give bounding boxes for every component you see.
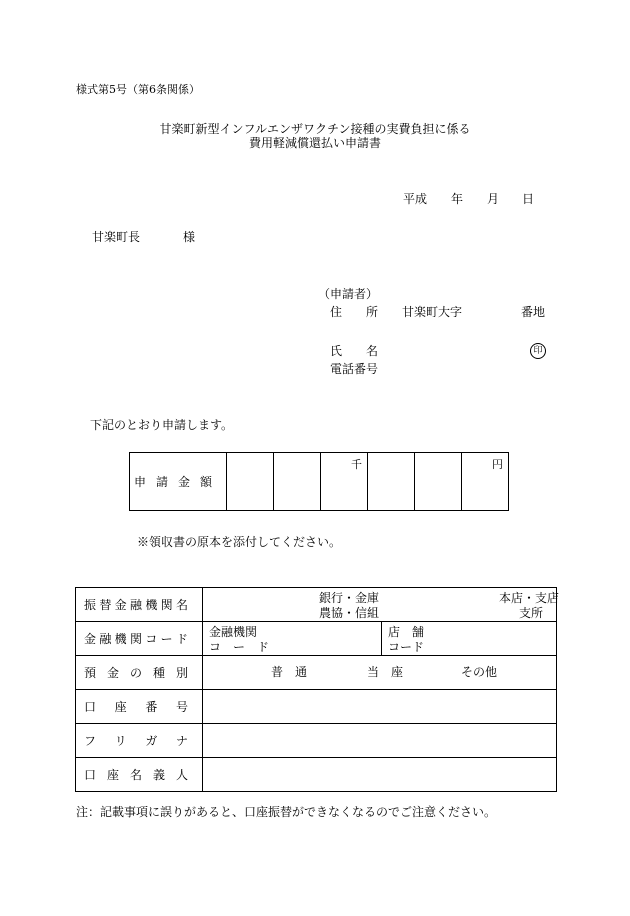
- label-char: コ: [145, 632, 158, 646]
- branch-types-line2: 支所: [519, 606, 544, 620]
- label-char: 座: [106, 768, 119, 782]
- addressee-honorific: 様: [183, 230, 196, 244]
- account-number-label-text: [84, 698, 188, 715]
- furigana-field[interactable]: [203, 724, 557, 758]
- footnote: 注：記載事項に誤りがあると、口座振替ができなくなるのでご注意ください。: [76, 805, 497, 819]
- address-value: 甘楽町大字: [402, 305, 463, 319]
- form-title-line2: 費用軽減償還払い申請書: [248, 136, 381, 150]
- bank-types-line1: 銀行・金庫: [319, 591, 380, 605]
- label-char: 種: [152, 666, 165, 680]
- label-char: 口: [84, 768, 97, 782]
- date-month: 月: [487, 192, 500, 206]
- deposit-type-label-text: [84, 664, 188, 681]
- label-char: 番: [145, 700, 158, 714]
- bank-name-label-text: [84, 596, 188, 613]
- date-year: 年: [451, 192, 464, 206]
- label-char: 金: [84, 632, 97, 646]
- account-holder-label: [76, 758, 203, 792]
- account-number-field[interactable]: [203, 690, 557, 724]
- label-char: 別: [175, 666, 188, 680]
- amount-digit-cell[interactable]: [368, 453, 415, 511]
- bank-types-line2: 農協・信組: [319, 606, 380, 620]
- yen-unit: 円: [492, 458, 503, 471]
- table-row: [76, 690, 557, 724]
- bank-code-label-text: [84, 630, 188, 647]
- label-char: 口: [84, 700, 97, 714]
- receipt-note: ※領収書の原本を添付してください。: [137, 535, 342, 549]
- bank-code-field[interactable]: [203, 622, 382, 655]
- date-day: 日: [522, 192, 535, 206]
- label-char: フ: [84, 734, 97, 748]
- table-row: [76, 758, 557, 792]
- deposit-type-current[interactable]: 当 座: [367, 665, 404, 679]
- label-char: 人: [175, 768, 188, 782]
- deposit-type-cell[interactable]: [203, 656, 557, 690]
- label-char: 関: [129, 632, 142, 646]
- branch-code-line2: コード: [388, 640, 425, 654]
- label-char: 義: [152, 768, 165, 782]
- table-row: [76, 588, 557, 622]
- label-char: 機: [114, 632, 127, 646]
- form-title-line1: 甘楽町新型インフルエンザワクチン接種の実費負担に係る: [159, 122, 471, 136]
- table-row: [76, 656, 557, 690]
- date-era: 平成: [403, 192, 428, 206]
- bank-name-cell[interactable]: [203, 588, 560, 622]
- branch-code-line1: 店 舗: [388, 625, 425, 639]
- amount-digit-cell[interactable]: [274, 453, 321, 511]
- label-char: ガ: [145, 734, 158, 748]
- branch-code-field[interactable]: [382, 622, 556, 655]
- label-char: 機: [145, 598, 158, 612]
- amount-table: [129, 452, 509, 511]
- label-char: リ: [114, 734, 127, 748]
- amount-digit-cell[interactable]: [415, 453, 462, 511]
- label-char: 預: [84, 666, 97, 680]
- bank-code-cell: [203, 622, 557, 656]
- deposit-type-other[interactable]: その他: [461, 665, 498, 679]
- account-holder-label-text: [84, 766, 188, 783]
- label-char: 関: [160, 598, 173, 612]
- bank-code-line2: コ ー ド: [209, 640, 270, 654]
- seal-mark: 印: [530, 343, 546, 359]
- label-char: 名: [129, 768, 142, 782]
- bank-code-line1: 金融機関: [209, 625, 258, 639]
- label-char: 名: [175, 598, 188, 612]
- account-holder-field[interactable]: [203, 758, 557, 792]
- table-row: [76, 622, 557, 656]
- deposit-type-label: [76, 656, 203, 690]
- furigana-label: [76, 724, 203, 758]
- applicant-heading: （申請者）: [318, 287, 379, 301]
- account-number-label: [76, 690, 203, 724]
- address-suffix: 番地: [521, 305, 546, 319]
- phone-label: 電話番号: [330, 362, 379, 376]
- label-char: 振: [84, 598, 97, 612]
- form-number: 様式第5号（第6条関係）: [76, 83, 200, 96]
- branch-types-line1: 本店・支店: [499, 591, 560, 605]
- label-char: 替: [99, 598, 112, 612]
- statement: 下記のとおり申請します。: [90, 418, 234, 432]
- label-char: ド: [175, 632, 188, 646]
- label-char: ナ: [175, 734, 188, 748]
- label-char: 金: [106, 666, 119, 680]
- label-char: の: [129, 666, 142, 680]
- amount-digit-cell[interactable]: [321, 453, 368, 511]
- label-char: 融: [129, 598, 142, 612]
- amount-label: 申請金額: [130, 453, 227, 511]
- amount-digit-cell[interactable]: [462, 453, 509, 511]
- deposit-type-ordinary[interactable]: 普 通: [271, 665, 308, 679]
- label-char: 号: [175, 700, 188, 714]
- amount-digit-cell[interactable]: [227, 453, 274, 511]
- bank-table: [75, 587, 560, 792]
- name-label: 氏 名: [330, 344, 379, 358]
- address-label: 住 所: [330, 305, 379, 319]
- addressee-name: 甘楽町長: [92, 230, 141, 244]
- label-char: 融: [99, 632, 112, 646]
- label-char: ー: [160, 632, 173, 646]
- furigana-label-text: [84, 732, 188, 749]
- label-char: 座: [114, 700, 127, 714]
- label-char: 金: [114, 598, 127, 612]
- thousand-unit: 千: [351, 458, 362, 471]
- table-row: [76, 724, 557, 758]
- bank-name-label: [76, 588, 203, 622]
- bank-code-label: [76, 622, 203, 656]
